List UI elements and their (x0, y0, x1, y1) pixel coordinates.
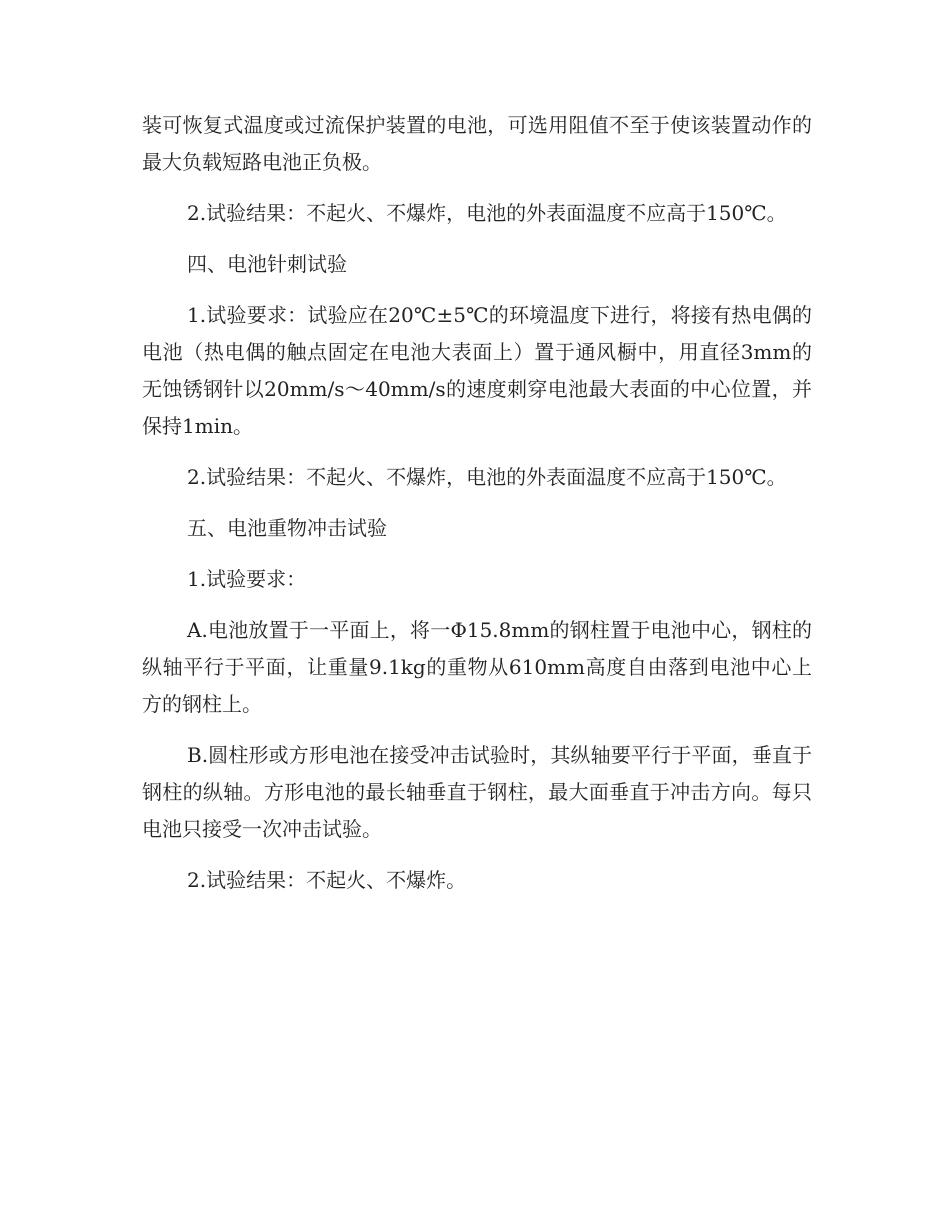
section-heading-nail-penetration: 四、电池针刺试验 (187, 252, 347, 276)
paragraph-impact-requirements-title: 1.试验要求： (187, 567, 307, 591)
paragraph-nail-result: 2.试验结果：不起火、不爆炸，电池的外表面温度不应高于150℃。 (187, 465, 787, 489)
section-heading-impact: 五、电池重物冲击试验 (187, 516, 387, 540)
paragraph-impact-result: 2.试验结果：不起火、不爆炸。 (187, 868, 467, 892)
paragraph-impact-requirement-a: A.电池放置于一平面上，将一Φ15.8mm的钢柱置于电池中心，钢柱的纵轴平行于平面，让重量9.1kg的重物从610mm高度自由落到电池中心上方的钢柱上。 (142, 618, 812, 716)
paragraph-nail-requirements: 1.试验要求：试验应在20℃±5℃的环境温度下进行，将接有热电偶的电池（热电偶的触点固定在电池大表面上）置于通风橱中，用直径3mm的无蚀锈钢针以20mm/s～40mm/s的速度刺穿电池最大表面的中心位置，并保持1min。 (142, 303, 812, 438)
paragraph-continued: 装可恢复式温度或过流保护装置的电池，可选用阻值不至于使该装置动作的最大负载短路电池正负极。 (142, 113, 812, 174)
paragraph-test-result-short-circuit: 2.试验结果：不起火、不爆炸，电池的外表面温度不应高于150℃。 (187, 201, 787, 225)
paragraph-impact-requirement-b: B.圆柱形或方形电池在接受冲击试验时，其纵轴要平行于平面，垂直于钢柱的纵轴。方形电池的最长轴垂直于钢柱，最大面垂直于冲击方向。每只电池只接受一次冲击试验。 (142, 743, 812, 841)
document-body (142, 107, 812, 913)
